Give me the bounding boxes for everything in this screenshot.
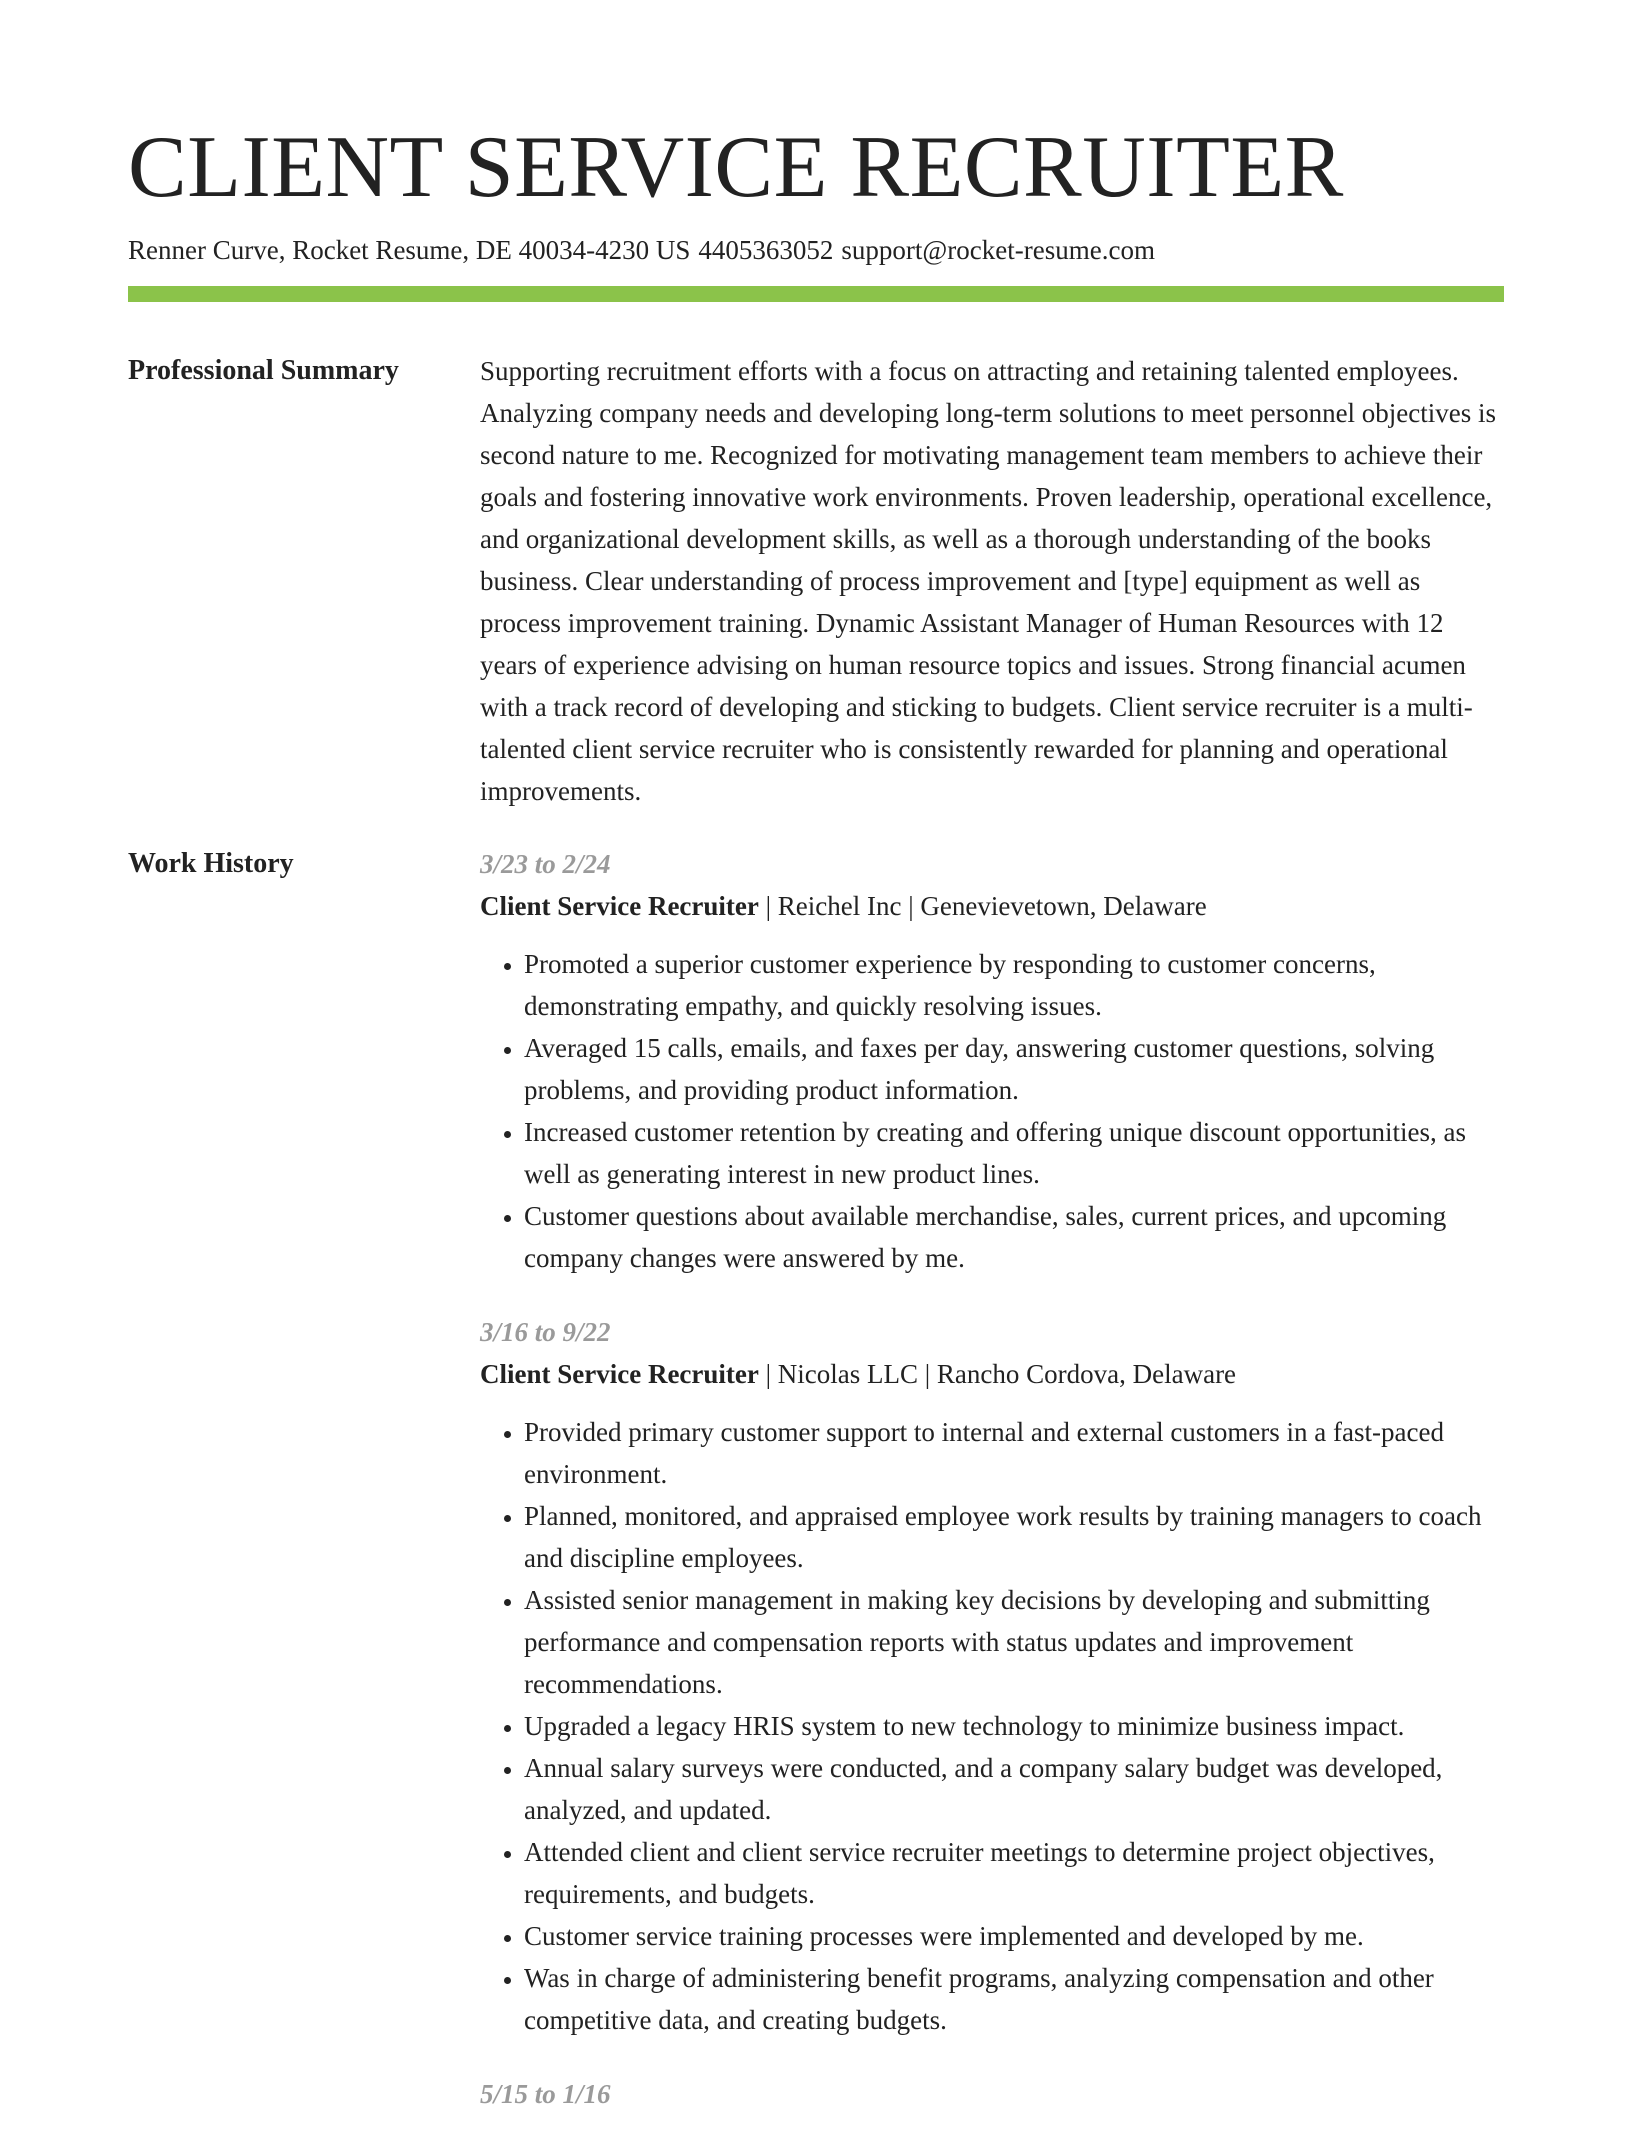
- job-bullet: • Planned, monitored, and appraised employee work results by training managers to coach and discipline employees.: [524, 1495, 1504, 1579]
- job-entry: [480, 843, 1504, 1279]
- contact-line: [128, 230, 1163, 270]
- job-bullet: • Increased customer retention by creating and offering unique discount opportunities, as well as generating interest in new product lines.: [524, 1111, 1504, 1195]
- job-entry: [480, 2073, 1504, 2115]
- job-bullet: • Promoted a superior customer experience by responding to customer concerns, demonstrating empathy, and quickly resolving issues.: [524, 943, 1504, 1027]
- summary-body: [480, 350, 1504, 812]
- job-bullet: • Was in charge of administering benefit programs, analyzing compensation and other competitive data, and creating budgets.: [524, 1957, 1504, 2041]
- summary-text: Supporting recruitment efforts with a focus on attracting and retaining talented employees. Analyzing company needs and developing long-term solutions to meet personnel objectives is second nature to me. Recognized for motivating management team members to achieve their goals and fostering innovative work environments. Proven leadership, operational excellence, and organizational development skills, as well as a thorough understanding of the books business. Clear understanding of process improvement and [type] equipment as well as process improvement training. Dynamic Assistant Manager of Human Resources with 12 years of experience advising on human resource topics and issues. Strong financial acumen with a track record of developing and sticking to budgets. Client service recruiter is a multi-talented client service recruiter who is consistently rewarded for planning and operational improvements.: [480, 356, 1497, 806]
- job-dates: 3/23 to 2/24: [480, 849, 611, 879]
- job-bullet: • Provided primary customer support to internal and external customers in a fast-paced environment.: [524, 1411, 1504, 1495]
- job-bullet: • Customer questions about available merchandise, sales, current prices, and upcoming company changes were answered by me.: [524, 1195, 1504, 1279]
- job-title: Client Service Recruiter: [480, 1359, 759, 1389]
- work-history-label: Work History: [128, 848, 294, 879]
- job-bullet: • Upgraded a legacy HRIS system to new technology to minimize business impact.: [524, 1705, 1504, 1747]
- contact-email: support@rocket-resume.com: [841, 235, 1155, 265]
- job-bullet-list: [480, 943, 1504, 1279]
- header-divider: [128, 286, 1504, 302]
- contact-phone: 4405363052: [698, 235, 834, 265]
- job-bullet: • Assisted senior management in making key decisions by developing and submitting performance and compensation reports with status updates and improvement recommendations.: [524, 1579, 1504, 1705]
- job-employer-location: | Reichel Inc | Genevievetown, Delaware: [758, 891, 1207, 921]
- work-history-list: [480, 843, 1504, 2147]
- contact-address: Renner Curve, Rocket Resume, DE 40034-4230 US: [128, 235, 691, 265]
- job-bullet: • Attended client and client service recruiter meetings to determine project objectives, requirements, and budgets.: [524, 1831, 1504, 1915]
- job-entry: [480, 1311, 1504, 2041]
- job-bullet: • Customer service training processes were implemented and developed by me.: [524, 1915, 1504, 1957]
- summary-label: Professional Summary: [128, 355, 399, 386]
- job-dates: 5/15 to 1/16: [480, 2079, 611, 2109]
- job-title: Client Service Recruiter: [480, 891, 759, 921]
- resume-title: CLIENT SERVICE RECRUITER: [128, 119, 1344, 216]
- job-dates: 3/16 to 9/22: [480, 1317, 611, 1347]
- job-heading: [480, 885, 1504, 927]
- job-bullet: • Annual salary surveys were conducted, and a company salary budget was developed, analyzed, and updated.: [524, 1747, 1504, 1831]
- job-employer-location: | Nicolas LLC | Rancho Cordova, Delaware: [758, 1359, 1237, 1389]
- job-heading: [480, 1353, 1504, 1395]
- job-bullet: • Averaged 15 calls, emails, and faxes per day, answering customer questions, solving problems, and providing product information.: [524, 1027, 1504, 1111]
- job-bullet-list: [480, 1411, 1504, 2041]
